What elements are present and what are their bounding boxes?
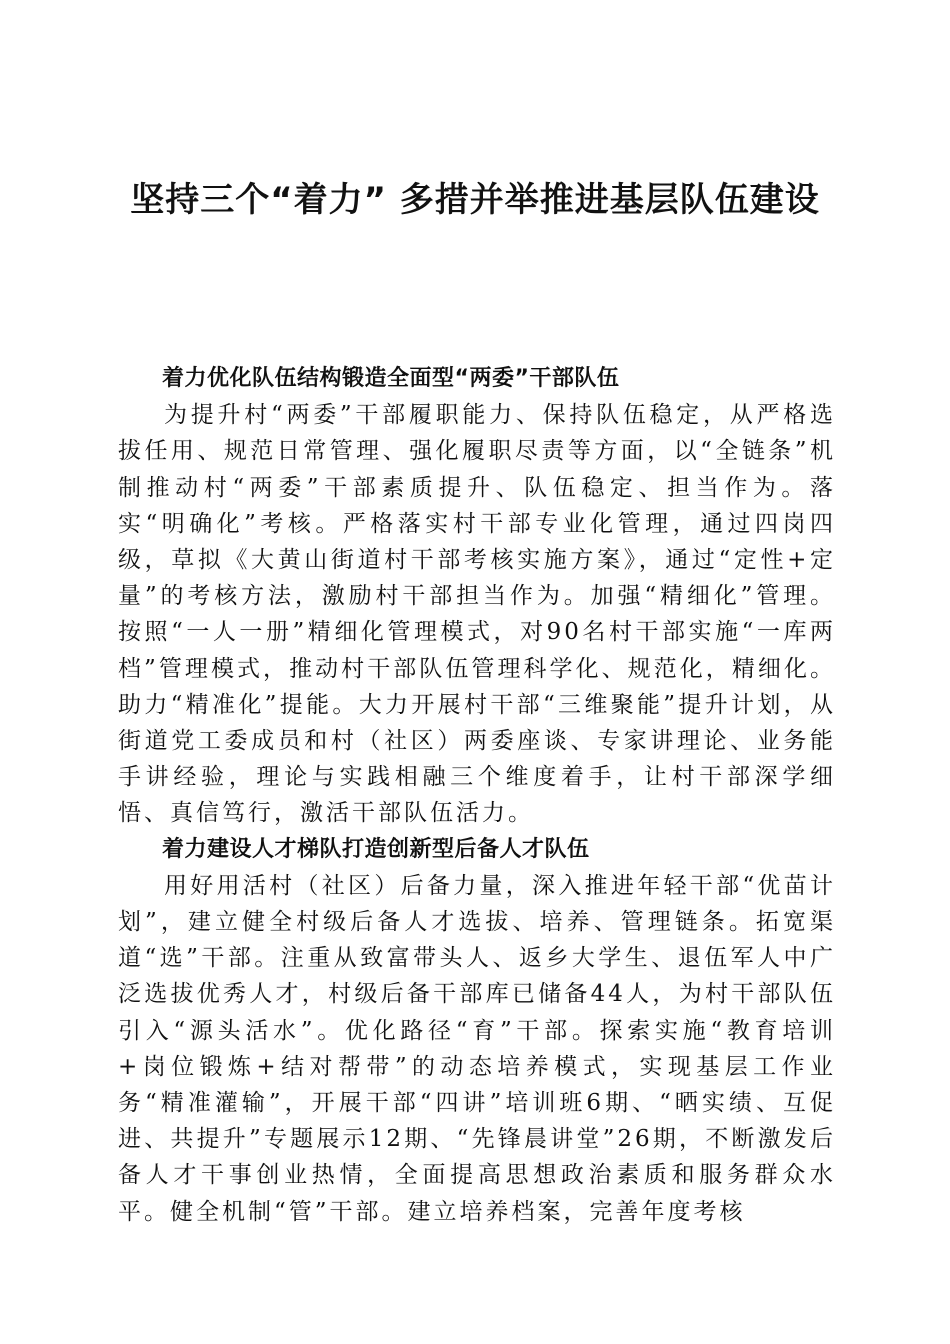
section-paragraph: 用好用活村（社区）后备力量，深入推进年轻干部“优苗计划”，建立健全村级后备人才选拔、培养、管理链条。拓宽渠道“选”干部。注重从致富带头人、返乡大学生、退伍军人中广泛选拔优秀人才，村级后备干部库已储备44人，为村干部队伍引入“源头活水”。优化路径“育”干部。探索实施“教育培训+岗位锻炼+结对帮带”的动态培养模式，实现基层工作业务“精准灌输”，开展干部“四讲”培训班6期、“晒实绩、互促进、共提升”专题展示12期、“先锋晨讲堂”26期，不断激发后备人才干事创业热情，全面提高思想政治素质和服务群众水平。健全机制“管”干部。建立培养档案，完善年度考核 [118, 872, 836, 1225]
document-title: 坚持三个“着力” 多措并举推进基层队伍建设 [130, 180, 820, 220]
section-heading: 着力建设人才梯队打造创新型后备人才队伍 [162, 836, 590, 862]
document-body [118, 361, 836, 1230]
section-heading: 着力优化队伍结构锻造全面型“两委”干部队伍 [162, 366, 620, 391]
section-paragraph: 为提升村“两委”干部履职能力、保持队伍稳定，从严格选拔任用、规范日常管理、强化履职尽责等方面，以“全链条”机制推动村“两委”干部素质提升、队伍稳定、担当作为。落实“明确化”考核。严格落实村干部专业化管理，通过四岗四级，草拟《大黄山街道村干部考核实施方案》，通过“定性+定量”的考核方法，激励村干部担当作为。加强“精细化”管理。按照“一人一册”精细化管理模式，对90名村干部实施“一库两档”管理模式，推动村干部队伍管理科学化、规范化，精细化。助力“精准化”提能。大力开展村干部“三维聚能”提升计划，从街道党工委成员和村（社区）两委座谈、专家讲理论、业务能手讲经验，理论与实践相融三个维度着手，让村干部深学细悟、真信笃行，激活干部队伍活力。 [118, 402, 836, 827]
